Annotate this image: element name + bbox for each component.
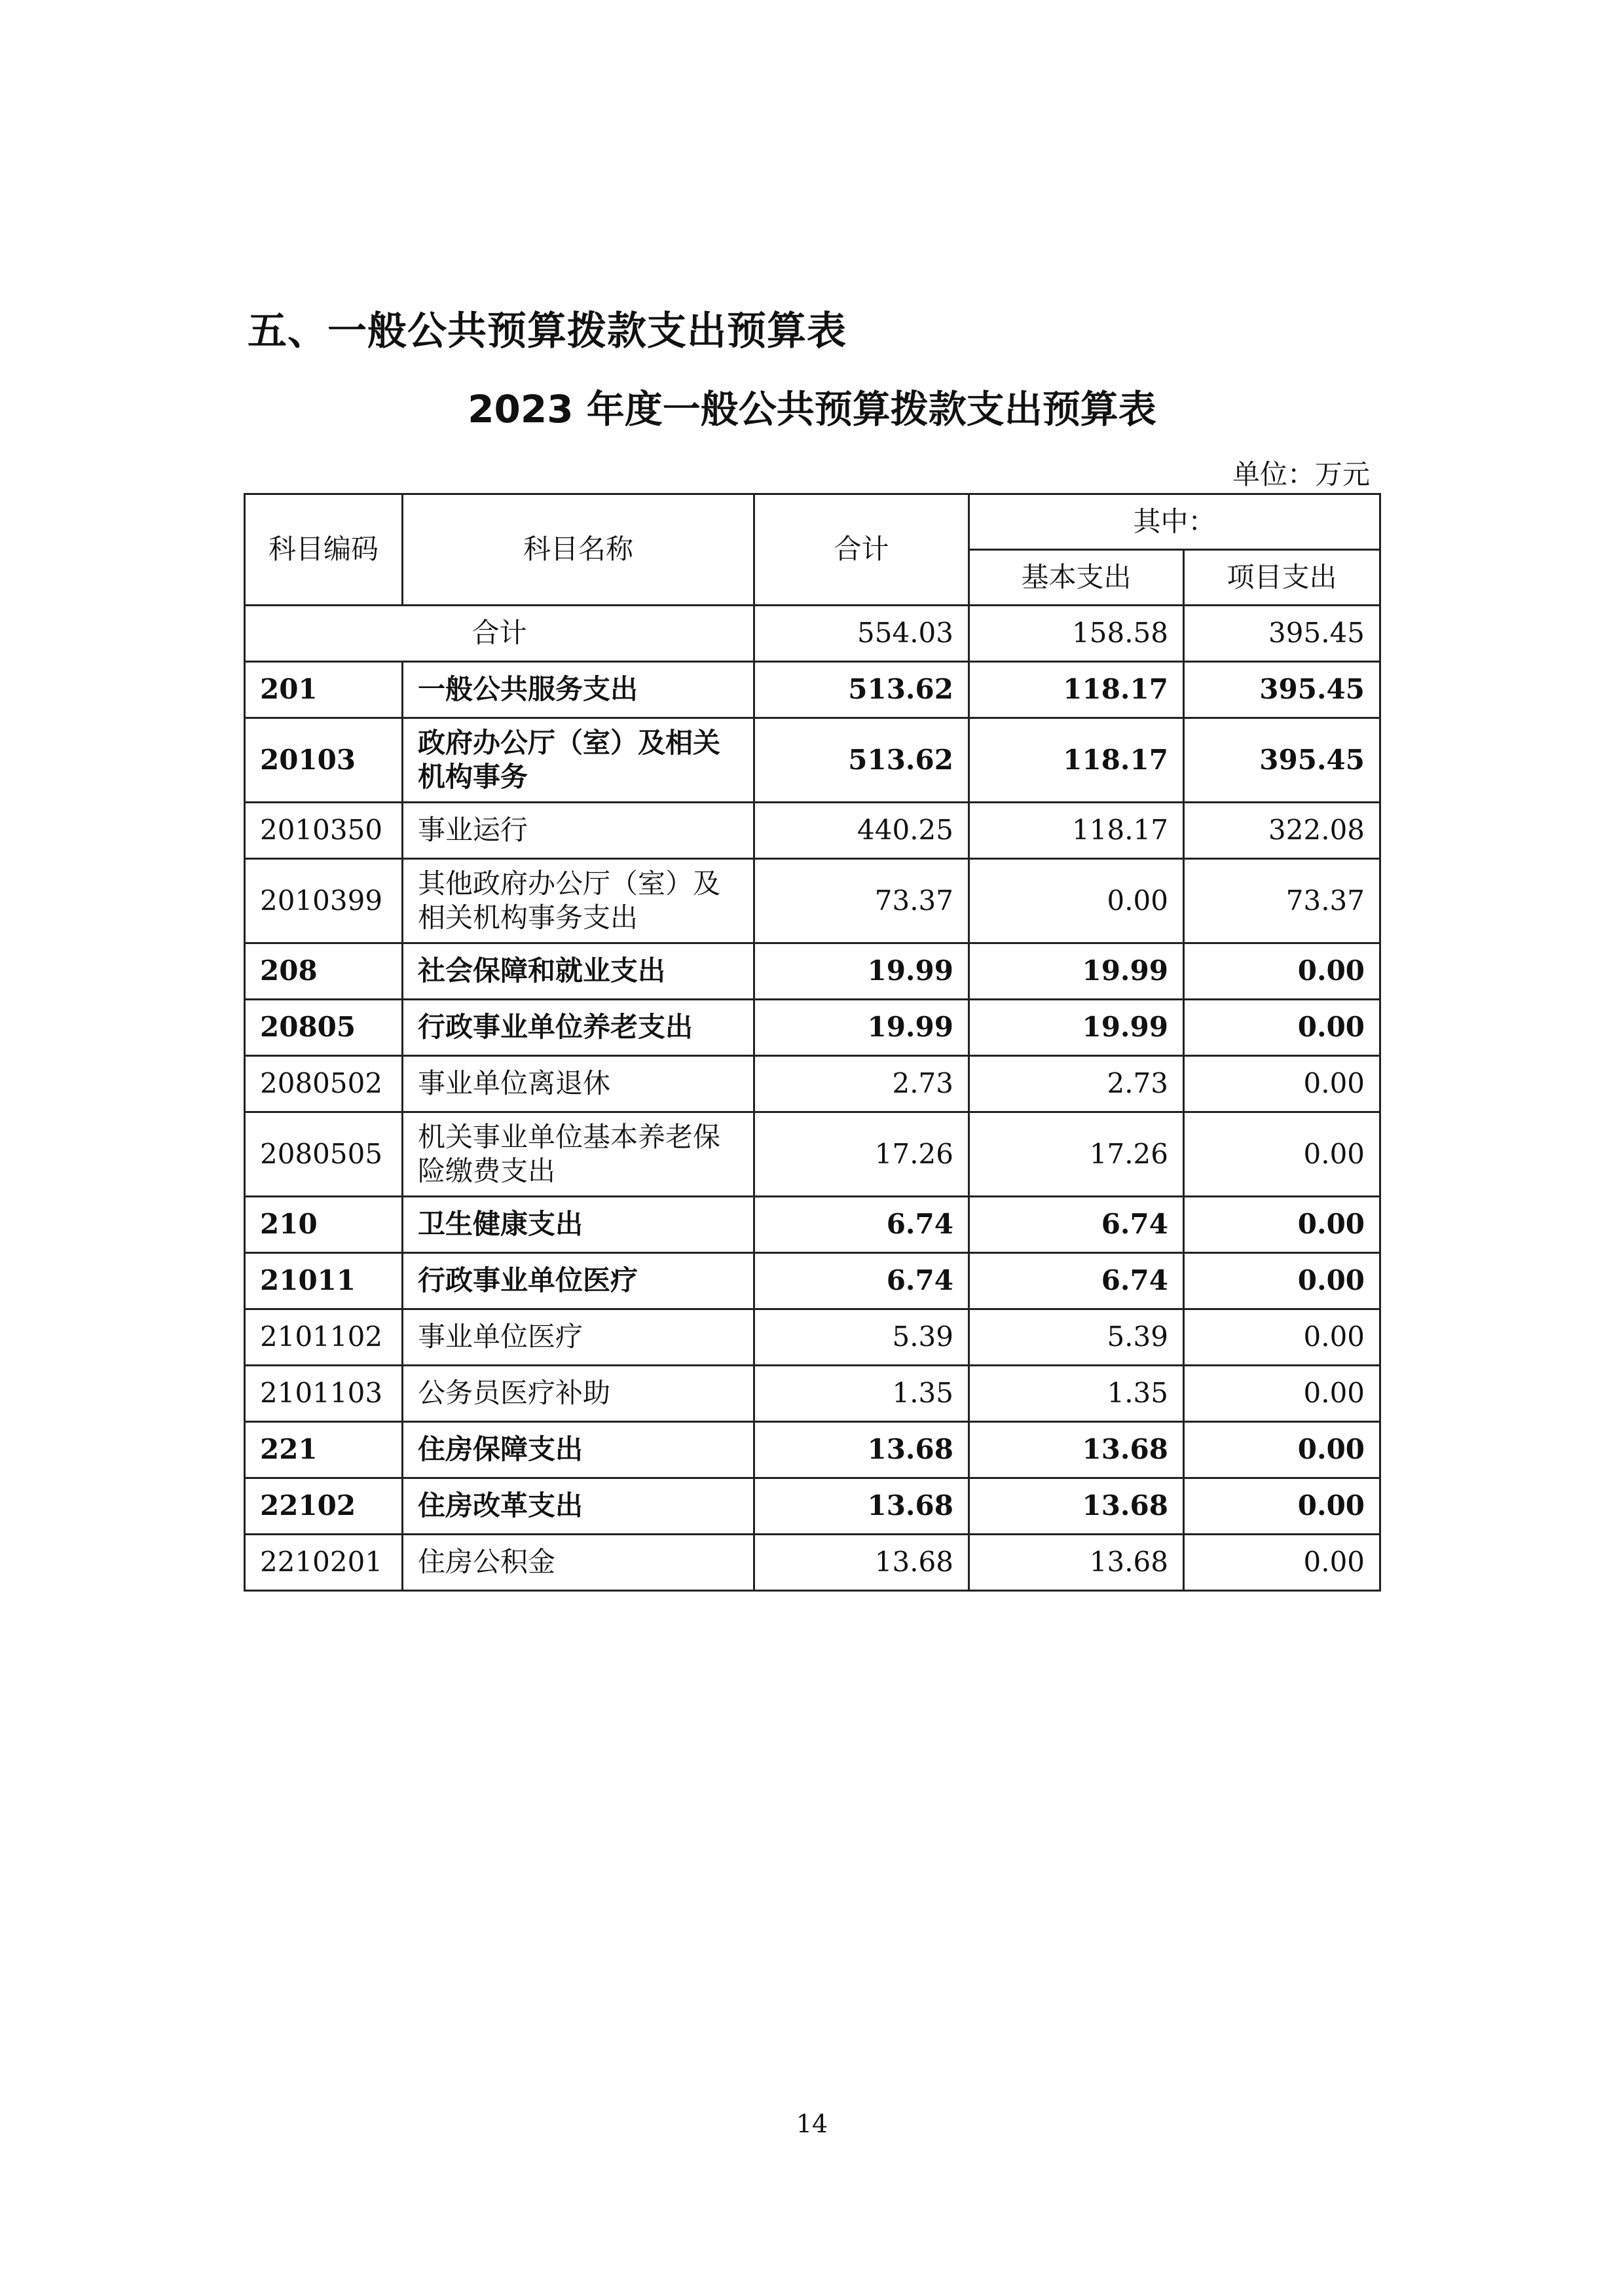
table-row	[245, 1535, 1380, 1591]
row-basic: 13.68	[969, 1535, 1184, 1591]
row-total: 2.73	[754, 1056, 969, 1112]
total-row-label: 合计	[245, 606, 754, 662]
table-row	[245, 1478, 1380, 1535]
row-total: 17.26	[754, 1112, 969, 1197]
row-total: 13.68	[754, 1478, 969, 1535]
table-row	[245, 1253, 1380, 1309]
row-code: 2010399	[245, 859, 403, 943]
row-total: 5.39	[754, 1309, 969, 1366]
row-total: 19.99	[754, 943, 969, 1000]
header-of-which: 其中：	[969, 494, 1380, 550]
row-basic: 118.17	[969, 803, 1184, 859]
row-name: 政府办公厅（室）及相关机构事务	[403, 718, 754, 803]
row-code: 2080505	[245, 1112, 403, 1197]
row-basic: 13.68	[969, 1422, 1184, 1478]
row-name: 机关事业单位基本养老保险缴费支出	[403, 1112, 754, 1197]
total-row-project: 395.45	[1184, 606, 1380, 662]
row-basic: 118.17	[969, 718, 1184, 803]
row-name: 卫生健康支出	[403, 1197, 754, 1253]
row-name: 事业单位医疗	[403, 1309, 754, 1366]
budget-table	[244, 493, 1381, 1592]
table-row	[245, 718, 1380, 803]
table-row	[245, 1422, 1380, 1478]
row-project: 0.00	[1184, 1535, 1380, 1591]
row-code: 2101103	[245, 1366, 403, 1422]
row-total: 440.25	[754, 803, 969, 859]
row-name: 一般公共服务支出	[403, 662, 754, 718]
row-code: 21011	[245, 1253, 403, 1309]
row-basic: 6.74	[969, 1197, 1184, 1253]
header-total: 合计	[754, 494, 969, 606]
total-row	[245, 606, 1380, 662]
row-name: 行政事业单位养老支出	[403, 1000, 754, 1056]
row-total: 19.99	[754, 1000, 969, 1056]
row-project: 0.00	[1184, 1253, 1380, 1309]
row-name: 住房改革支出	[403, 1478, 754, 1535]
row-code: 221	[245, 1422, 403, 1478]
row-project: 0.00	[1184, 943, 1380, 1000]
page-number: 14	[796, 2109, 828, 2138]
row-total: 6.74	[754, 1197, 969, 1253]
row-project: 395.45	[1184, 718, 1380, 803]
table-row	[245, 803, 1380, 859]
row-project: 395.45	[1184, 662, 1380, 718]
row-total: 513.62	[754, 718, 969, 803]
header-project: 项目支出	[1184, 550, 1380, 606]
row-project: 0.00	[1184, 1000, 1380, 1056]
table-row	[245, 1366, 1380, 1422]
total-row-basic: 158.58	[969, 606, 1184, 662]
row-name: 事业运行	[403, 803, 754, 859]
row-project: 0.00	[1184, 1478, 1380, 1535]
row-code: 20103	[245, 718, 403, 803]
row-basic: 118.17	[969, 662, 1184, 718]
header-name: 科目名称	[403, 494, 754, 606]
row-name: 公务员医疗补助	[403, 1366, 754, 1422]
row-basic: 17.26	[969, 1112, 1184, 1197]
row-project: 0.00	[1184, 1056, 1380, 1112]
row-total: 513.62	[754, 662, 969, 718]
table-row	[245, 1112, 1380, 1197]
row-name: 其他政府办公厅（室）及相关机构事务支出	[403, 859, 754, 943]
row-basic: 19.99	[969, 1000, 1184, 1056]
row-basic: 5.39	[969, 1309, 1184, 1366]
row-code: 201	[245, 662, 403, 718]
row-name: 社会保障和就业支出	[403, 943, 754, 1000]
row-project: 322.08	[1184, 803, 1380, 859]
row-project: 0.00	[1184, 1112, 1380, 1197]
total-row-total: 554.03	[754, 606, 969, 662]
row-total: 1.35	[754, 1366, 969, 1422]
row-total: 13.68	[754, 1535, 969, 1591]
table-row	[245, 1197, 1380, 1253]
row-code: 20805	[245, 1000, 403, 1056]
row-project: 0.00	[1184, 1309, 1380, 1366]
row-code: 2080502	[245, 1056, 403, 1112]
table-row	[245, 662, 1380, 718]
row-project: 73.37	[1184, 859, 1380, 943]
row-name: 行政事业单位医疗	[403, 1253, 754, 1309]
row-code: 22102	[245, 1478, 403, 1535]
row-name: 住房保障支出	[403, 1422, 754, 1478]
table-row	[245, 1309, 1380, 1366]
row-total: 6.74	[754, 1253, 969, 1309]
table-row	[245, 1056, 1380, 1112]
unit-label: 单位：万元	[1232, 458, 1370, 490]
row-project: 0.00	[1184, 1197, 1380, 1253]
row-code: 210	[245, 1197, 403, 1253]
row-basic: 0.00	[969, 859, 1184, 943]
row-code: 208	[245, 943, 403, 1000]
row-basic: 1.35	[969, 1366, 1184, 1422]
row-total: 73.37	[754, 859, 969, 943]
row-code: 2101102	[245, 1309, 403, 1366]
row-project: 0.00	[1184, 1366, 1380, 1422]
row-project: 0.00	[1184, 1422, 1380, 1478]
table-title: 2023 年度一般公共预算拨款支出预算表	[468, 387, 1156, 431]
table-row	[245, 943, 1380, 1000]
row-basic: 2.73	[969, 1056, 1184, 1112]
table-header	[245, 494, 1380, 606]
table-row	[245, 1000, 1380, 1056]
section-heading: 五、一般公共预算拨款支出预算表	[248, 308, 847, 354]
header-basic: 基本支出	[969, 550, 1184, 606]
table-row	[245, 859, 1380, 943]
row-code: 2210201	[245, 1535, 403, 1591]
header-code: 科目编码	[245, 494, 403, 606]
row-name: 事业单位离退休	[403, 1056, 754, 1112]
row-code: 2010350	[245, 803, 403, 859]
row-basic: 13.68	[969, 1478, 1184, 1535]
row-total: 13.68	[754, 1422, 969, 1478]
row-basic: 19.99	[969, 943, 1184, 1000]
table-body	[245, 606, 1380, 1591]
row-name: 住房公积金	[403, 1535, 754, 1591]
row-basic: 6.74	[969, 1253, 1184, 1309]
